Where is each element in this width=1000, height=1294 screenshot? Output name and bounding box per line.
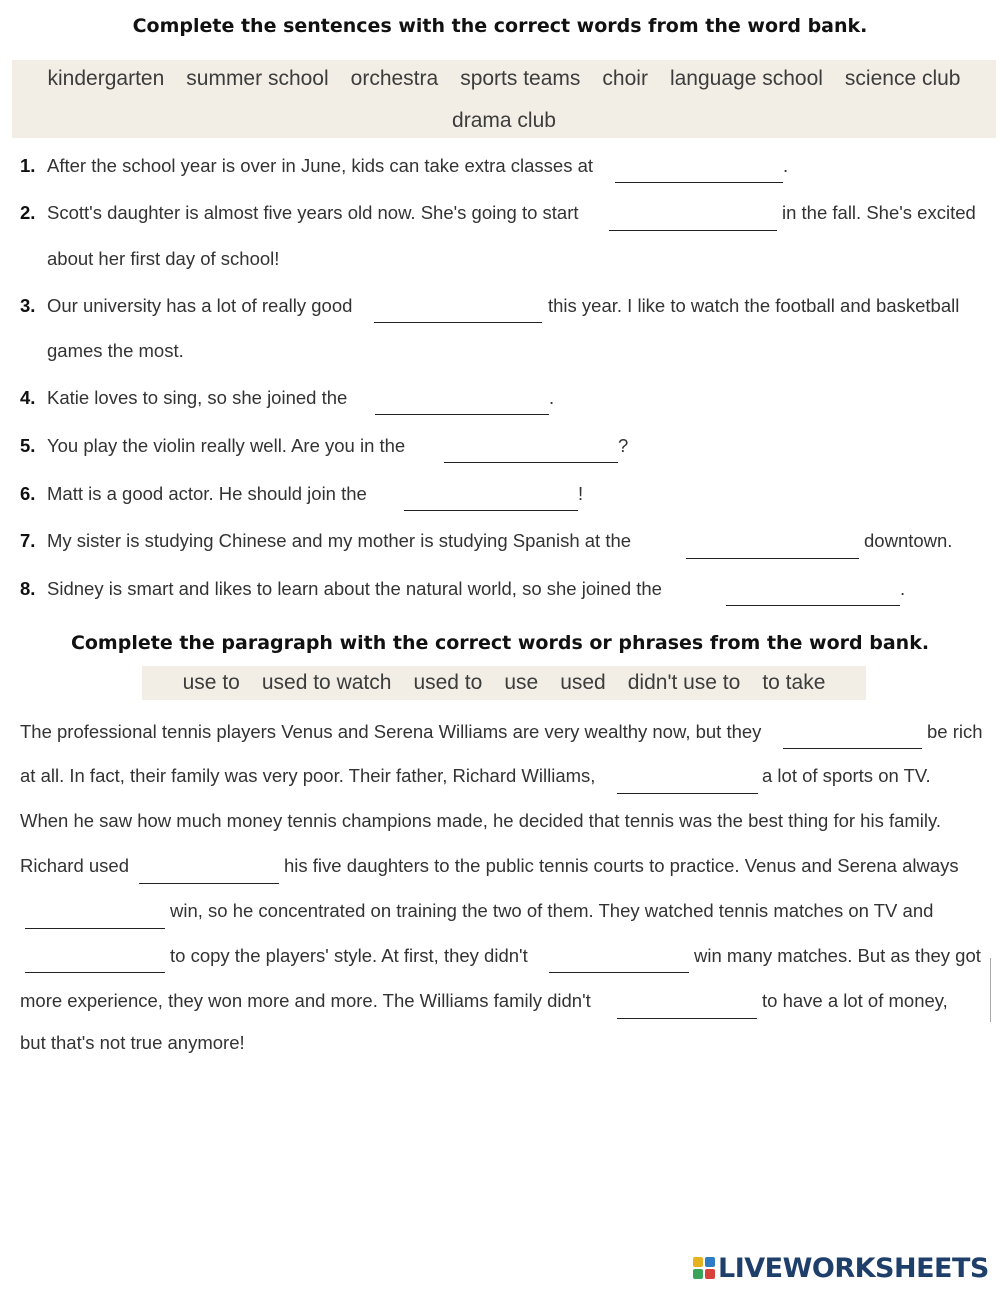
question-number: 3. [20,295,36,316]
paragraph-blank-5[interactable] [25,972,165,973]
question-text-after: in the fall. She's excited [782,202,976,223]
word-bank-item: choir [602,67,648,90]
question-text-continued: games the most. [47,340,184,361]
word-bank-item: to take [762,671,826,694]
logo-text: LIVEWORKSHEETS [718,1252,989,1284]
word-bank-item: used to watch [261,671,392,694]
paragraph-blank-6[interactable] [549,972,689,973]
question-number: 1. [20,155,36,176]
question-text: Scott's daughter is almost five years old now. She's going to start [47,202,579,223]
answer-blank-2[interactable] [609,230,777,231]
word-bank-item: science club [844,67,961,90]
logo-tile [693,1269,703,1279]
word-bank-2 [142,666,866,700]
word-bank-item: language school [669,67,823,90]
word-bank-1-row [12,67,996,91]
word-bank-item: orchestra [350,67,439,90]
paragraph-text: to have a lot of money, [762,990,948,1011]
word-bank-1-row [12,109,996,133]
paragraph-blank-2[interactable] [617,793,758,794]
question-number: 6. [20,483,36,504]
paragraph-blank-4[interactable] [25,928,165,929]
question-text: My sister is studying Chinese and my mother is studying Spanish at the [47,530,632,551]
question-text: Matt is a good actor. He should join the [47,483,367,504]
section1-title: Complete the sentences with the correct words from the word bank. [132,15,868,37]
paragraph-text: win many matches. But as they got [694,945,981,966]
answer-blank-3[interactable] [374,322,542,323]
section2-title: Complete the paragraph with the correct words or phrases from the word bank. [70,632,930,654]
liveworksheets-logo[interactable] [692,1252,989,1284]
paragraph-blank-1[interactable] [783,748,922,749]
answer-blank-7[interactable] [686,558,859,559]
paragraph-text: Richard used [20,855,130,876]
question-text-continued: about her first day of school! [47,248,280,269]
answer-blank-5[interactable] [444,462,618,463]
word-bank-item: used [560,671,606,694]
question-text-after: ! [578,483,584,504]
question-text-after: downtown. [864,530,953,551]
paragraph-text: to copy the players' style. At first, they didn't [170,945,528,966]
word-bank-item: kindergarten [47,67,165,90]
question-number: 8. [20,578,36,599]
word-bank-item: summer school [186,67,329,90]
logo-tile [705,1269,715,1279]
question-text-after: . [549,387,555,408]
paragraph-text: more experience, they won more and more. The Williams family didn't [20,990,591,1011]
paragraph-text: The professional tennis players Venus and Serena Williams are very wealthy now, but they [20,721,762,742]
question-text-after: ? [618,435,629,456]
word-bank-item: use [504,671,539,694]
liveworksheets-logo-icon [692,1256,716,1280]
question-text: Katie loves to sing, so she joined the [47,387,348,408]
question-text: After the school year is over in June, kids can take extra classes at [47,155,594,176]
word-bank-item: used to [413,671,483,694]
paragraph-text: his five daughters to the public tennis courts to practice. Venus and Serena always [284,855,959,876]
word-bank-item: drama club [452,109,556,132]
paragraph-text: but that's not true anymore! [20,1032,245,1053]
question-text-after: . [783,155,789,176]
paragraph-text: at all. In fact, their family was very poor. Their father, Richard Williams, [20,765,596,786]
word-bank-1 [12,60,996,138]
answer-blank-1[interactable] [615,182,783,183]
paragraph-blank-7[interactable] [617,1018,757,1019]
paragraph-text: a lot of sports on TV. [762,765,931,786]
logo-tile [705,1257,715,1267]
paragraph-blank-3[interactable] [139,883,279,884]
word-bank-item: didn't use to [627,671,741,694]
answer-blank-4[interactable] [375,414,549,415]
word-bank-item: use to [182,671,240,694]
question-text-after: . [900,578,906,599]
question-text: You play the violin really well. Are you in the [47,435,406,456]
logo-tile [693,1257,703,1267]
answer-blank-6[interactable] [404,510,578,511]
question-text-after: this year. I like to watch the football and basketball [548,295,960,316]
question-text: Sidney is smart and likes to learn about the natural world, so she joined the [47,578,662,599]
question-number: 7. [20,530,36,551]
answer-blank-8[interactable] [726,605,900,606]
margin-rule [990,958,991,1022]
paragraph-text: be rich [927,721,983,742]
word-bank-item: sports teams [460,67,581,90]
question-text: Our university has a lot of really good [47,295,353,316]
question-number: 5. [20,435,36,456]
question-number: 2. [20,202,36,223]
paragraph-text: win, so he concentrated on training the two of them. They watched tennis matches on TV and [170,900,934,921]
question-number: 4. [20,387,36,408]
paragraph-text: When he saw how much money tennis champions made, he decided that tennis was the best thing for his family. [20,810,942,831]
